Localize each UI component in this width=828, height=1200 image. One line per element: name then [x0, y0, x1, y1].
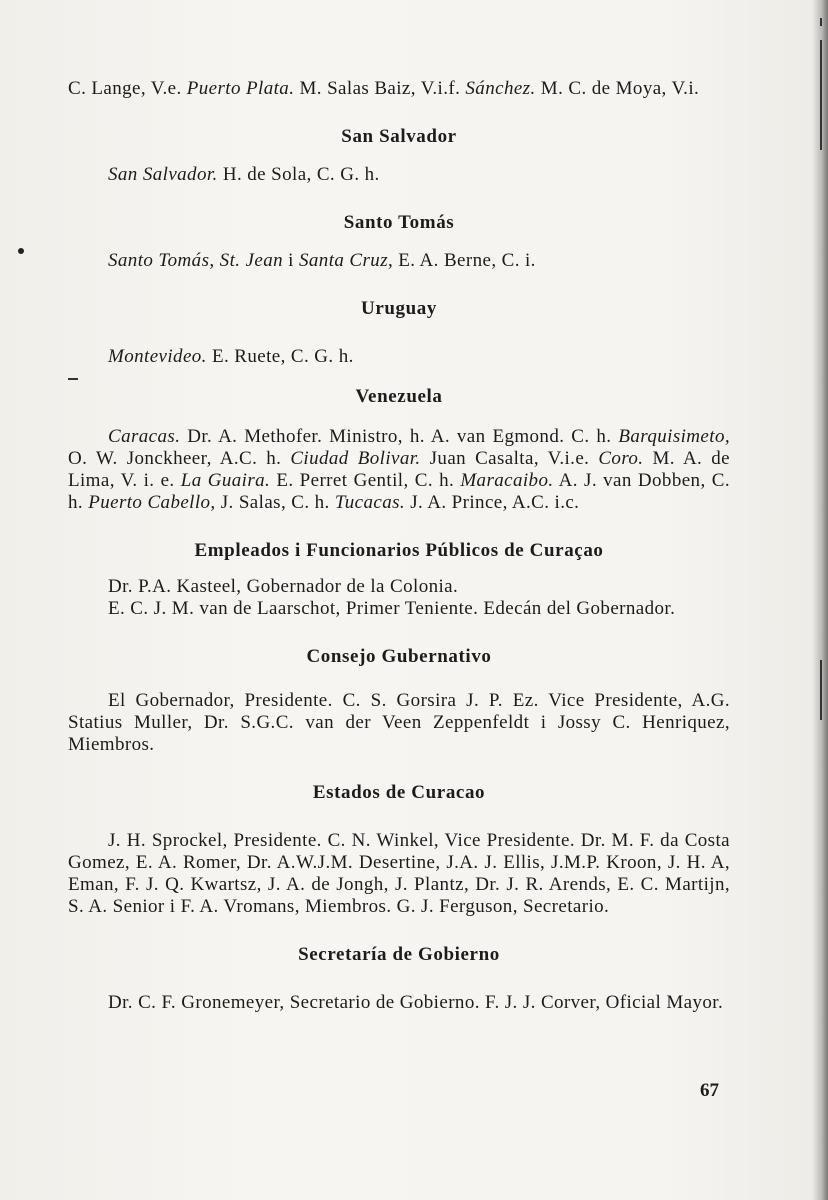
text-run: M. A. de Lima, V. i. e. — [68, 448, 730, 491]
heading-consejo: Consejo Gubernativo — [306, 646, 492, 667]
heading-santo-tomas: Santo Tomás — [343, 212, 455, 233]
heading-uruguay: Uruguay — [361, 298, 437, 319]
margin-dot — [18, 248, 24, 254]
text-run: Juan Casalta, V.i.e. — [420, 448, 599, 469]
text-run: Dr. A. Methofer. Ministro, h. A. van Egmond. C. h. — [180, 426, 619, 447]
text-run: E. Perret Gentil, C. h. — [270, 470, 461, 491]
text-run: A. J. van Dobben, C. h. — [68, 470, 730, 513]
edge-mark — [820, 660, 822, 720]
paragraph-secretaria: Dr. C. F. Gronemeyer, Secretario de Gobierno. F. J. J. Corver, Oficial Mayor. — [108, 992, 724, 1013]
place-name: Caracas. — [108, 426, 181, 447]
heading-estados: Estados de Curacao — [312, 782, 486, 803]
paragraph-santo-tomas — [68, 250, 730, 272]
paragraph-uruguay — [68, 346, 730, 368]
heading-san-salvador: San Salvador — [341, 126, 457, 147]
text-run: C. Lange, V.e. — [68, 78, 187, 99]
place-name: San Salvador. — [108, 164, 218, 185]
text-run: J. Salas, C. h. — [215, 492, 335, 513]
edge-mark — [820, 40, 822, 150]
text-run: J. A. Prince, A.C. i.c. — [405, 492, 580, 513]
heading-venezuela: Venezuela — [355, 386, 443, 407]
text-run: i — [283, 250, 299, 271]
place-name: Montevideo. — [108, 346, 207, 367]
place-name: Sánchez. — [465, 78, 536, 99]
text-run: M. C. de Moya, V.i. — [535, 78, 700, 99]
text-run: E. A. Berne, C. i. — [393, 250, 536, 271]
text-run: H. de Sola, C. G. h. — [217, 164, 380, 185]
place-name: Maracaibo. — [460, 470, 554, 491]
text-run: O. W. Jonckheer, A.C. h. — [68, 448, 291, 469]
place-name: Barquisimeto, — [618, 426, 730, 447]
place-name: Puerto Cabello, — [88, 492, 216, 513]
place-name: Santa Cruz, — [299, 250, 394, 271]
page-edge-shadow — [812, 0, 828, 1200]
paragraph-san-salvador — [68, 164, 730, 186]
place-name: Ciudad Bolivar. — [290, 448, 421, 469]
page-content — [68, 78, 730, 1014]
paragraph-gobernador: Dr. P.A. Kasteel, Gobernador de la Colonia. — [108, 576, 459, 597]
text-run: M. Salas Baiz, V.i.f. — [294, 78, 466, 99]
page-number: 67 — [700, 1080, 719, 1101]
paragraph-venezuela — [68, 426, 730, 514]
text-run: E. Ruete, C. G. h. — [206, 346, 354, 367]
paragraph-edecan: E. C. J. M. van de Laarschot, Primer Teniente. Edecán del Gobernador. — [108, 598, 676, 619]
place-name: Santo Tomás, St. Jean — [108, 250, 284, 271]
edge-mark — [820, 18, 822, 26]
paragraph-dominican-consuls — [68, 78, 730, 100]
paragraph-estados: J. H. Sprockel, Presidente. C. N. Winkel, Vice Presidente. Dr. M. F. da Costa Gomez, E. A. Romer, Dr. A.W.J.M. Desertine, J.A. J. Ellis, J.M.P. Kroon, J. H. A, Eman, F. J. Q. Kwartsz, J. A. de Jongh, J. Plantz, Dr. J. R. Arends, E. C. Martijn, S. A. Senior i F. A. Vromans, Miembros. G. J. Ferguson, Secretario. — [68, 830, 730, 917]
place-name: Coro. — [598, 448, 644, 469]
paragraph-consejo: El Gobernador, Presidente. C. S. Gorsira J. P. Ez. Vice Presidente, A.G. Statius Muller, Dr. S.G.C. van der Veen Zeppenfeldt i Jossy C. Henriquez, Miembros. — [68, 690, 730, 755]
heading-empleados: Empleados i Funcionarios Públicos de Curaçao — [194, 540, 604, 561]
heading-secretaria: Secretaría de Gobierno — [298, 944, 500, 965]
place-name: Tucacas. — [334, 492, 406, 513]
place-name: Puerto Plata. — [186, 78, 295, 99]
place-name: La Guaira. — [180, 470, 271, 491]
